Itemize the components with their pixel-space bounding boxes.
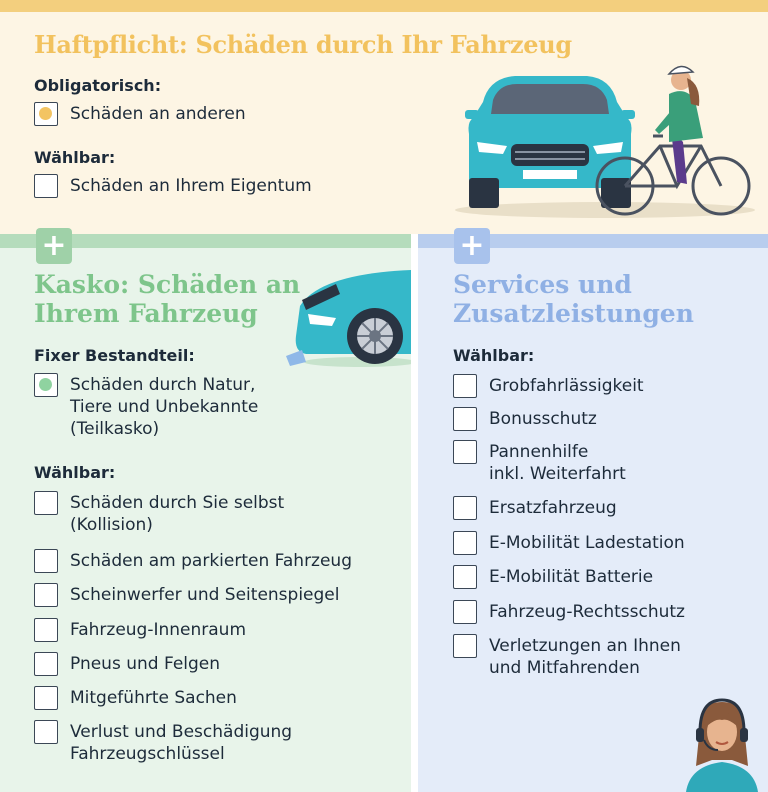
checkbox-icon[interactable]	[453, 634, 477, 658]
kasko-optional-label: Wählbar:	[34, 463, 116, 482]
item-label: Grobfahrlässigkeit	[489, 376, 644, 396]
item-label: Bonusschutz	[489, 409, 597, 429]
liability-title: Haftpflicht: Schäden durch Ihr Fahrzeug	[34, 30, 572, 59]
kasko-option-item[interactable]	[34, 721, 292, 765]
item-label: Ersatzfahrzeug	[489, 498, 617, 518]
plus-icon: +	[454, 228, 490, 264]
kasko-option-item[interactable]	[34, 653, 220, 676]
checkbox-icon[interactable]	[453, 407, 477, 431]
service-option-item[interactable]	[453, 497, 617, 520]
checkbox-icon[interactable]	[34, 583, 58, 607]
item-label: Schäden am parkierten Fahrzeug	[70, 551, 353, 571]
service-option-item[interactable]	[453, 566, 653, 589]
item-label: Pneus und Felgen	[70, 654, 221, 674]
top-accent-bar	[0, 0, 768, 12]
checkbox-checked-icon[interactable]	[34, 102, 58, 126]
kasko-option-item[interactable]	[34, 584, 339, 607]
kasko-title: Kasko: Schäden an Ihrem Fahrzeug	[34, 270, 301, 328]
checkbox-icon[interactable]	[34, 652, 58, 676]
item-label: E-Mobilität Batterie	[489, 567, 654, 587]
item-label: Fahrzeug-Rechtsschutz	[489, 602, 685, 622]
item-label: Schäden durch Sie selbst (Kollision)	[70, 493, 285, 535]
liability-mandatory-item[interactable]	[34, 103, 246, 126]
item-label: Schäden durch Natur, Tiere und Unbekannte (Teilkasko)	[70, 375, 259, 439]
service-option-item[interactable]	[453, 408, 597, 431]
checkbox-icon[interactable]	[453, 374, 477, 398]
damaged-car-illustration	[280, 266, 411, 370]
checkbox-icon[interactable]	[34, 618, 58, 642]
item-label: Verletzungen an Ihnen und Mitfahrenden	[489, 636, 681, 678]
kasko-option-item[interactable]	[34, 619, 246, 642]
checkbox-icon[interactable]	[34, 174, 58, 198]
car-and-cyclist-illustration	[455, 60, 765, 230]
item-label: Mitgeführte Sachen	[70, 688, 237, 708]
checkbox-icon[interactable]	[34, 720, 58, 744]
kasko-option-item[interactable]	[34, 550, 352, 573]
liability-optional-item[interactable]	[34, 175, 312, 198]
kasko-fixed-label: Fixer Bestandteil:	[34, 346, 195, 365]
service-option-item[interactable]	[453, 635, 681, 679]
item-label: Scheinwerfer und Seitenspiegel	[70, 585, 340, 605]
checkbox-icon[interactable]	[453, 565, 477, 589]
checkbox-icon[interactable]	[453, 600, 477, 624]
service-option-item[interactable]	[453, 375, 644, 398]
checkbox-checked-icon[interactable]	[34, 373, 58, 397]
item-label: Schäden an anderen	[70, 104, 246, 124]
checkbox-icon[interactable]	[34, 491, 58, 515]
checkbox-icon[interactable]	[453, 440, 477, 464]
services-optional-label: Wählbar:	[453, 346, 535, 365]
liability-optional-label: Wählbar:	[34, 148, 116, 167]
checkbox-icon[interactable]	[453, 496, 477, 520]
liability-mandatory-label: Obligatorisch:	[34, 76, 162, 95]
services-title: Services und Zusatzleistungen	[453, 270, 694, 328]
service-option-item[interactable]	[453, 532, 685, 555]
plus-icon: +	[36, 228, 72, 264]
item-label: Schäden an Ihrem Eigentum	[70, 176, 312, 196]
checkbox-icon[interactable]	[34, 549, 58, 573]
item-label: Pannenhilfe inkl. Weiterfahrt	[489, 442, 626, 484]
kasko-option-item[interactable]	[34, 687, 237, 710]
checkbox-icon[interactable]	[453, 531, 477, 555]
support-agent-illustration	[676, 696, 768, 792]
item-label: E-Mobilität Ladestation	[489, 533, 685, 553]
checkbox-icon[interactable]	[34, 686, 58, 710]
kasko-fixed-item[interactable]	[34, 374, 258, 440]
kasko-option-item[interactable]	[34, 492, 284, 536]
service-option-item[interactable]	[453, 601, 685, 624]
service-option-item[interactable]	[453, 441, 626, 485]
item-label: Verlust und Beschädigung Fahrzeugschlüssel	[70, 722, 293, 764]
item-label: Fahrzeug-Innenraum	[70, 620, 247, 640]
